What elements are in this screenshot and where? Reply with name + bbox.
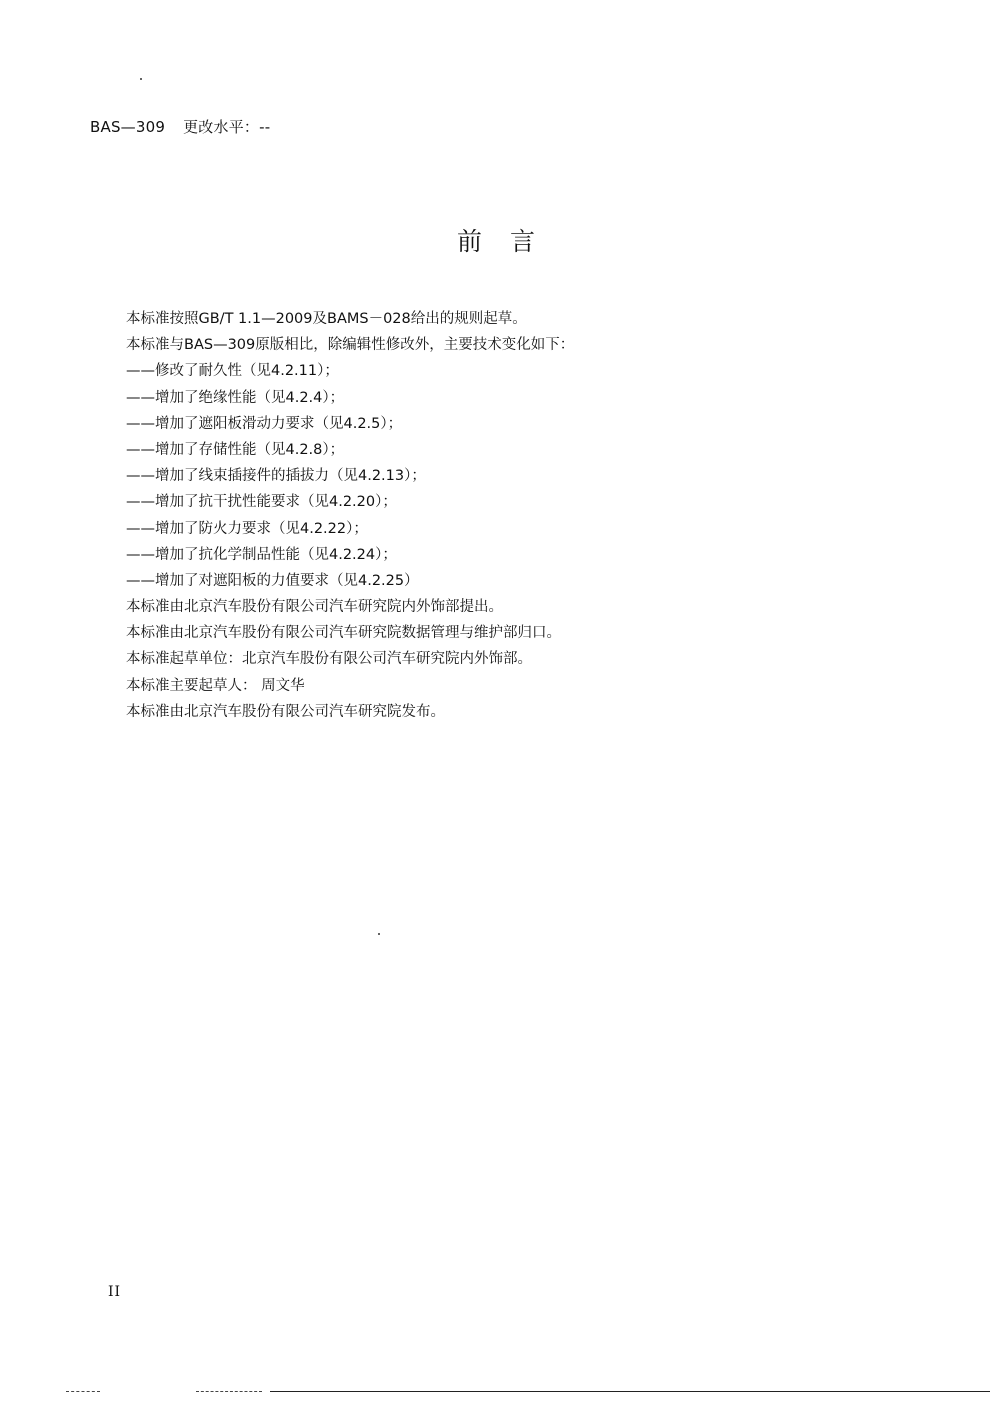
revision-level: 更改水平：--: [183, 118, 271, 136]
change-item: ——增加了线束插接件的插拔力（见4.2.13）；: [126, 468, 426, 485]
change-item: ——增加了对遮阳板的力值要求（见4.2.25）: [126, 572, 419, 589]
change-item: ——增加了遮阳板滑动力要求（见4.2.5）；: [126, 415, 403, 432]
foreword-line: 本标准起草单位：北京汽车股份有限公司汽车研究院内外饰部。: [126, 651, 532, 668]
foreword-line: 本标准由北京汽车股份有限公司汽车研究院内外饰部提出。: [126, 599, 503, 616]
change-item: ——修改了耐久性（见4.2.11）；: [126, 363, 339, 380]
change-item: ——增加了存储性能（见4.2.8）；: [126, 441, 345, 458]
foreword-line: 本标准由北京汽车股份有限公司汽车研究院发布。: [126, 703, 445, 720]
page-number: II: [108, 1284, 122, 1300]
foreword-line: 本标准由北京汽车股份有限公司汽车研究院数据管理与维护部归口。: [126, 625, 561, 642]
foreword-line: 本标准按照GB/T 1.1—2009及BAMS－028给出的规则起草。: [126, 311, 527, 327]
foreword-line: 本标准主要起草人： 周文华: [126, 677, 305, 694]
foreword-line: 本标准与BAS—309原版相比，除编辑性修改外，主要技术变化如下：: [126, 337, 575, 354]
document-header: [90, 116, 270, 137]
standard-code: BAS—309: [90, 118, 166, 136]
change-item: ——增加了防火力要求（见4.2.22）；: [126, 520, 368, 537]
change-item: ——增加了绝缘性能（见4.2.4）；: [126, 389, 345, 406]
change-item: ——增加了抗干扰性能要求（见4.2.20）；: [126, 494, 397, 511]
scan-speck: [378, 933, 380, 935]
footer-rule: [270, 1391, 990, 1392]
page-title: 前言: [456, 227, 563, 256]
change-item: ——增加了抗化学制品性能（见4.2.24）；: [126, 546, 397, 563]
scan-speck: [140, 78, 142, 80]
footer-dash: [66, 1391, 100, 1392]
footer-dash: [196, 1391, 262, 1392]
foreword-body: [126, 306, 574, 725]
